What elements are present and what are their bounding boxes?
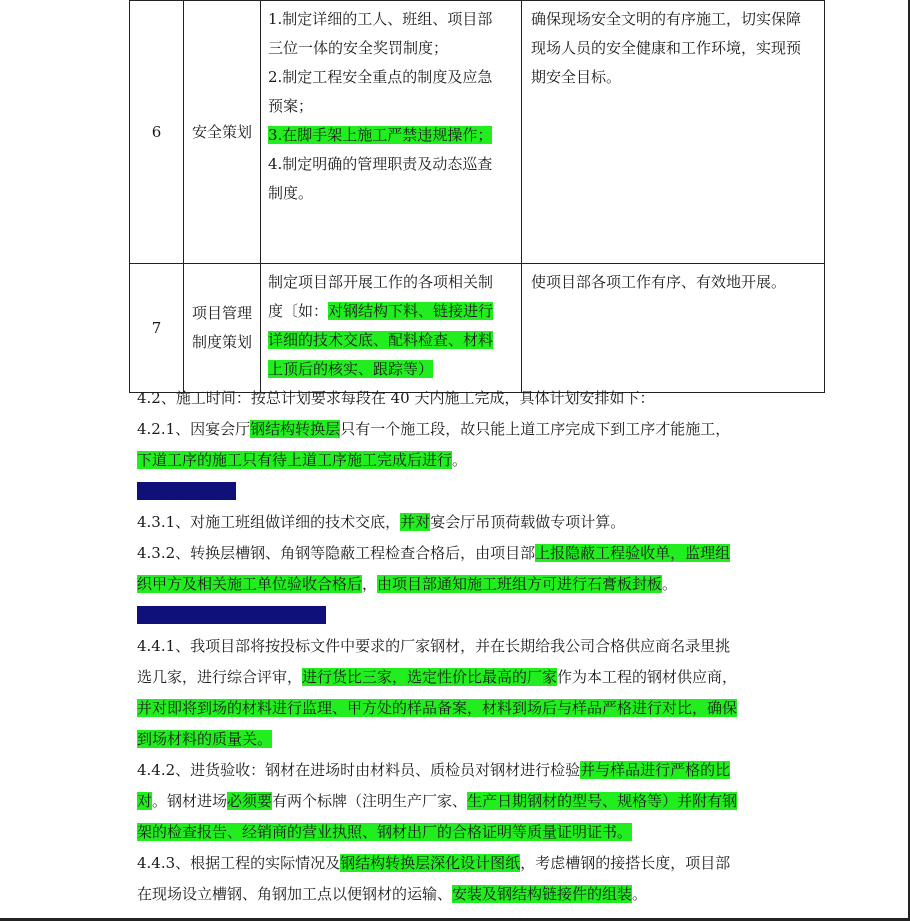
highlighted-text: 对 — [137, 792, 153, 810]
highlighted-text: 由项目部通知施工班组方可进行石膏板封板 — [377, 575, 663, 593]
text-run: 4.4.3、根据工程的实际情况及 — [137, 854, 341, 872]
text-run: 度〔如： — [268, 302, 329, 320]
item-name-line: 项目管理 — [191, 304, 252, 322]
text-run: 作为本工程的钢材供应商， — [557, 668, 738, 686]
body-line — [137, 724, 777, 755]
text-run: 2.制定工程安全重点的制度及应急 — [268, 68, 493, 86]
text-run: 4.制定明确的管理职责及动态巡查 — [268, 155, 493, 173]
body-line — [137, 848, 777, 879]
measure-line — [268, 355, 515, 384]
item-name — [184, 264, 261, 393]
text-run: 4.3.1、对施工班组做详细的技术交底， — [137, 513, 401, 531]
goal-line: 确保现场安全文明的有序施工，切实保障 — [531, 10, 802, 28]
highlighted-text: 钢结构转换层 — [250, 420, 341, 438]
text-run: 三位一体的安全奖罚制度； — [268, 39, 449, 57]
measure-line — [268, 326, 515, 355]
row-number-text: 6 — [151, 122, 162, 141]
text-run: 4.2.1、因宴会厅 — [137, 420, 251, 438]
highlighted-text: 进行货比三家，选定性价比最高的厂家 — [302, 668, 558, 686]
highlighted-text: 到场材料的质量关。 — [137, 730, 273, 748]
body-line — [137, 507, 777, 538]
section-heading-text: 4.4、钢材进场、检验与验收 — [137, 606, 326, 624]
highlighted-text: 上报隐蔽工程验收单，监理组 — [535, 544, 731, 562]
goal-cell — [522, 1, 825, 264]
measures-cell — [261, 1, 522, 264]
highlighted-text: 上顶后的核实、跟踪等） — [268, 360, 434, 378]
highlighted-text: 并对即将到场的材料进行监理、甲方处的样品备案，材料到场后与样品严格进行对比，确保 — [137, 699, 738, 717]
section-heading-text: 4.3、施工要求 — [137, 482, 236, 500]
text-run: 4.2、施工时间：按总计划要求每段在 40 天内施工完成，具体计划安排如下： — [137, 389, 655, 407]
body-line — [137, 817, 777, 848]
text-run: 4.4.1、我项目部将按投标文件中要求的厂家钢材，并在长期给我公司合格供应商名录里挑 — [137, 637, 731, 655]
measure-line — [268, 297, 515, 326]
item-name-line: 制度策划 — [191, 333, 252, 351]
measure-line — [268, 63, 515, 92]
highlighted-text: 安装及钢结构链接件的组装 — [452, 885, 633, 903]
text-run: 4.4.2、进货验收：钢材在进场时由材料员、质检员对钢材进行检验 — [137, 761, 581, 779]
text-run: ， — [362, 575, 378, 593]
highlighted-text: 架的检查报告、经销商的营业执照、钢材出厂的合格证明等质量证明证书。 — [137, 823, 633, 841]
text-run: 制度。 — [268, 184, 314, 202]
body-line — [137, 879, 777, 910]
table-row — [130, 264, 825, 393]
goal-line: 使项目部各项工作有序、有效地开展。 — [531, 273, 787, 291]
body-line — [137, 693, 777, 724]
text-run: 宴会厅吊顶荷载做专项计算。 — [430, 513, 626, 531]
measures-cell — [261, 264, 522, 393]
text-run: 有两个标牌（注明生产厂家、 — [272, 792, 468, 810]
planning-table — [129, 0, 825, 393]
goal-cell — [522, 264, 825, 393]
text-run: 1.制定详细的工人、班组、项目部 — [268, 10, 493, 28]
measure-line — [268, 121, 515, 150]
text-run: 在现场设立槽钢、角钢加工点以便钢材的运输、 — [137, 885, 453, 903]
text-run: ，考虑槽钢的接搭长度，项目部 — [520, 854, 731, 872]
body-line — [137, 445, 777, 476]
highlighted-text: 必须要 — [227, 792, 273, 810]
highlighted-text: 并与样品进行严格的比 — [580, 761, 731, 779]
text-run: 选几家，进行综合评审， — [137, 668, 303, 686]
text-run: 。钢材进场 — [152, 792, 228, 810]
highlighted-text: 3.在脚手架上施工严禁违规操作； — [268, 126, 493, 144]
row-number — [130, 264, 184, 393]
section-heading — [137, 476, 777, 507]
measure-line — [268, 268, 515, 297]
highlighted-text: 详细的技术交底、配料检查、材料 — [268, 331, 494, 349]
measure-line — [268, 34, 515, 63]
body-line — [137, 755, 777, 786]
body-line — [137, 538, 777, 569]
highlighted-text: 生产日期钢材的型号、规格等）并附有钢 — [467, 792, 738, 810]
document-body — [137, 383, 777, 910]
table-row — [130, 1, 825, 264]
text-run: 预案； — [268, 97, 314, 115]
goal-line: 现场人员的安全健康和工作环境，实现预 — [531, 39, 802, 57]
measure-line — [268, 5, 515, 34]
measure-line — [268, 92, 515, 121]
body-line — [137, 383, 777, 414]
highlighted-text: 钢结构转换层深化设计图纸 — [340, 854, 521, 872]
body-line — [137, 662, 777, 693]
highlighted-text: 并对 — [400, 513, 431, 531]
body-line — [137, 414, 777, 445]
highlighted-text: 织甲方及相关施工单位验收合格后 — [137, 575, 363, 593]
body-line — [137, 631, 777, 662]
highlighted-text: 下道工序的施工只有待上道工序施工完成后进行 — [137, 451, 453, 469]
measure-line — [268, 150, 515, 179]
body-line — [137, 569, 777, 600]
text-run: 。 — [662, 575, 678, 593]
goal-line: 期安全目标。 — [531, 68, 622, 86]
row-number — [130, 1, 184, 264]
highlighted-text: 对钢结构下料、链接进行 — [328, 302, 494, 320]
text-run: 。 — [452, 451, 468, 469]
section-heading — [137, 600, 777, 631]
body-line — [137, 786, 777, 817]
measure-line — [268, 179, 515, 208]
row-number-text: 7 — [151, 318, 162, 337]
text-run: 制定项目部开展工作的各项相关制 — [268, 273, 494, 291]
text-run: 4.3.2、转换层槽钢、角钢等隐蔽工程检查合格后，由项目部 — [137, 544, 536, 562]
text-run: 。 — [632, 885, 648, 903]
text-run: 只有一个施工段，故只能上道工序完成下到工序才能施工， — [340, 420, 731, 438]
item-name — [184, 1, 261, 264]
item-name-line: 安全策划 — [191, 122, 252, 141]
